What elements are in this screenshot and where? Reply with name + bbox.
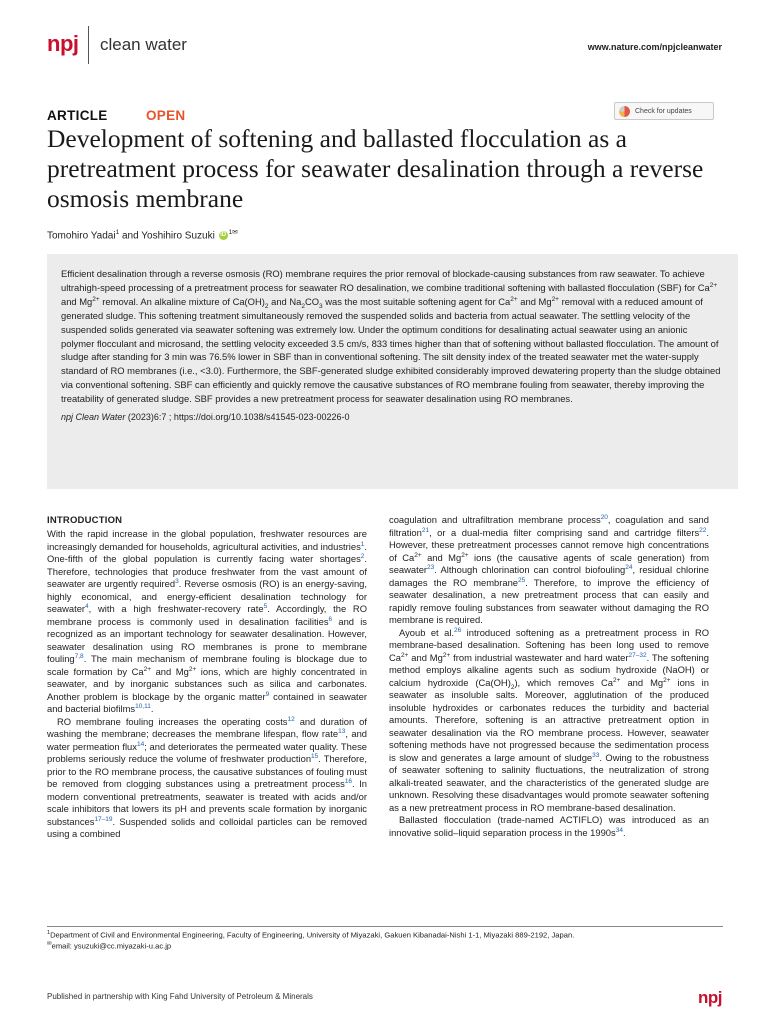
reference-link[interactable]: 20 <box>600 513 608 521</box>
body-paragraph: RO membrane fouling increases the operating costs$^{12}$ and duration of washing the membrane; decreases the membrane lifespan, flow rate$^{13}$, and water permeation flux$^{14}$; and deteriorates the permeated water quality. These problems seriously reduce the volume of freshwater production$^{15}$. Therefore, prior to the RO membrane process, the causative substances of fouling must be removed from clogging substances using a pretreatment process$^{16}$. In modern conventional pretreatments, seawater is treated with acids and/or scale inhibitors that lowers its pH and prevents scale formation by inorganic substances$^{17-19}$. Suspended solids and colloidal particles can be removed using a combined <box>47 715 368 839</box>
reference-link[interactable]: 14 <box>136 740 145 748</box>
article-title: Development of softening and ballasted flocculation as a pretreatment process for seawater desalination through a reverse osmosis membrane <box>47 124 704 213</box>
reference-link[interactable]: 22 <box>699 526 707 534</box>
reference-link[interactable]: 6 <box>328 615 333 623</box>
reference-link[interactable]: 3 <box>175 577 179 585</box>
reference-link[interactable]: 1 <box>360 540 365 548</box>
reference-link[interactable]: 27–32 <box>628 651 647 659</box>
author-name-link[interactable]: Yoshihiro Suzuki <box>141 230 215 242</box>
reference-link[interactable]: 15 <box>311 752 319 760</box>
body-column-right <box>389 514 709 839</box>
orcid-icon[interactable]: iD <box>220 232 227 239</box>
reference-link[interactable]: 12 <box>287 715 295 723</box>
journal-name[interactable]: clean water <box>100 35 187 54</box>
reference-link[interactable]: 24 <box>625 563 633 571</box>
affiliation-footnote: $^1$Department of Civil and Environmental Engineering, Faculty of Engineering, University of Miyazaki, Gakuen Kibanadai-Nishi 1-1, Miyazaki 889-2192, Japan. <box>47 930 575 940</box>
corresponding-email-link[interactable]: email: ysuzuki@cc.miyazaki-u.ac.jp <box>51 941 172 951</box>
reference-link[interactable]: 17–19 <box>94 815 113 823</box>
reference-link[interactable]: 7,8 <box>74 652 84 660</box>
abstract-box <box>47 254 738 489</box>
body-paragraph: With the rapid increase in the global population, freshwater resources are increasingly demanded for households, agricultural activities, and industries$^1$. One-fifth of the global population is currently facing water shortages$^2$. Therefore, technologies that produce freshwater from the vast amount of seawater are urgently required$^3$. Reverse osmosis (RO) is an energy-saving, highly economical, and energy-efficient desalination technology for seawater$^4$, with a high freshwater-recovery rate$^5$. Accordingly, the RO membrane process is commonly used in desalination facilities$^6$ and is recognized as an important technology for seawater desalination. However, seawater desalination using RO membranes is prone to membrane fouling$^{7,8}$. The main mechanism of membrane fouling is blockage due to scale formation by $Ca^{2+}$ and $Mg^{2+}$ ions, which are highly concentrated in seawater, and by inorganic substances such as silica and carbonates. Another problem is blockage by the organic matter$^9$ contained in seawater and bacterial biofilms$^{10,11}$. <box>47 528 367 714</box>
reference-link[interactable]: 34 <box>615 826 623 834</box>
reference-link[interactable]: 10,11 <box>135 702 151 710</box>
author-name-link[interactable]: Tomohiro Yadai <box>47 230 116 242</box>
npj-footer-logo: npj <box>698 988 722 1007</box>
crossmark-icon <box>619 106 630 117</box>
section-heading-introduction: INTRODUCTION <box>47 515 123 526</box>
author-list <box>47 228 238 241</box>
article-type-label: ARTICLE <box>47 108 108 123</box>
reference-link[interactable]: 26 <box>454 626 462 634</box>
footnote-divider <box>47 926 723 927</box>
author-affiliation-mark[interactable]: 1✉ <box>228 229 238 236</box>
citation-journal: npj Clean Water <box>61 412 126 423</box>
body-paragraph: coagulation and ultrafiltration membrane process$^{20}$, coagulation and sand filtration$^{21}$, or a dual-media filter comprising sand and cartridge filters$^{22}$. However, these pretreatment processes cannot remove high concentrations of $Ca^{2+}$ and $Mg^{2+}$ ions (the causative agents of scale generation) from seawater$^{23}$. Although chlorination can control biofouling$^{24}$, residual chlorine damages the RO membrane$^{25}$. Therefore, to improve the efficiency of seawater desalination, a new pretreatment process that can easily and rapidly remove fouling substances from seawater without damaging the RO membrane is required. <box>389 513 710 625</box>
body-paragraph: Ayoub et al.$^{26}$ introduced softening as a pretreatment process in RO membrane-based desalination. Softening has been long used to remove $Ca^{2+}$ and $Mg^{2+}$ from industrial wastewater and hard water$^{27-32}$. The softening method employs alkaline agents such as sodium hydroxide (NaOH) or calcium hydroxide $(Ca(OH)_2)$, which removes $Ca^{2+}$ and $Mg^{2+}$ ions in seawater as insoluble salts. Moreover, agglutination of the produced insoluble hydroxides or carbonates reduces the turbidity and bacterial amounts. Therefore, softening is an attractive pretreatment option in seawater desalination via the RO membrane process. However, seawater softening methods have not progressed because the sedimentation process is slow and generates a large amount of sludge$^{33}$. Owing to the robustness of seawater softening to salinity fluctuations, the neutralization of strong alkali-treated seawater, and the characteristics of the generated sludge are unknown. Resolving these disadvantages would promote seawater softening as a new pretreatment process in RO membrane-based desalination. <box>389 626 710 813</box>
reference-link[interactable]: 21 <box>421 526 430 534</box>
reference-link[interactable]: 23 <box>427 563 435 571</box>
journal-url-link[interactable]: www.nature.com/npjcleanwater <box>587 42 722 52</box>
body-column-left <box>47 514 367 841</box>
reference-link[interactable]: 9 <box>265 690 270 698</box>
reference-link[interactable]: 5 <box>263 602 268 610</box>
journal-header <box>0 0 768 72</box>
envelope-icon: ✉ <box>47 941 52 947</box>
reference-link[interactable]: 4 <box>85 602 89 610</box>
reference-link[interactable]: 16 <box>344 777 353 785</box>
check-for-updates-button[interactable] <box>614 102 714 120</box>
citation-line <box>61 412 723 422</box>
abstract-text: Efficient desalination through a reverse osmosis (RO) membrane requires the prior removal of blockade-causing substances from raw seawater. To achieve ultrahigh-speed processing of a pretreatment process for seawater RO desalination, we combine traditional softening with ballasted flocculation (SBF) for $Ca^{2+}$ and $Mg^{2+}$ removal. An alkaline mixture of $Ca(OH)_2$ and $Na_2CO_3$ was the most suitable softening agent for $Ca^{2+}$ and $Mg^{2+}$ removal with a reduced amount of generated sludge. This softening treatment simultaneously removed the suspended solids and bacteria from actual seawater. The settling velocity of the suspended solids generated via seawater softening was extremely low. Under the optimum conditions for desalinating actual seawater using an anionic polymer flocculant and microsand, the settling velocity exceeded 3.5 cm/s, 833 times higher than that of softening without ballasted flocculation. The amount of sludge after standing for 3 min was 76.5% lower in SBF than in conventional softening. The silt density index of the treated seawater met the water-supply standard of RO membranes (i.e., <3.0). Furthermore, the SBF-generated sludge exhibited considerably improved dewatering property than the sludge obtained via conventional softening. SBF can efficiently and quickly remove the causative substances of RO membrane fouling from seawater, thereby improving the treatability of generated sludge. SBF provides a new pretreatment process for seawater desalination using RO membranes. <box>61 268 721 405</box>
npj-logo[interactable]: npj <box>47 31 79 56</box>
open-access-label: OPEN <box>146 108 186 123</box>
citation-doi-link[interactable]: (2023)6:7 ; https://doi.org/10.1038/s41545-023-00226-0 <box>125 412 350 423</box>
reference-link[interactable]: 13 <box>338 727 346 735</box>
author-separator: and <box>119 230 142 242</box>
logo-divider <box>88 26 89 64</box>
email-footnote <box>47 941 727 951</box>
check-for-updates-label: Check for updates <box>635 107 692 115</box>
reference-link[interactable]: 25 <box>518 576 526 584</box>
author-affiliation-mark[interactable]: 1 <box>115 229 120 236</box>
body-paragraph: Ballasted flocculation (trade-named ACTIFLO) was introduced as an innovative solid–liquid separation process in the 1990s$^{34}$. <box>389 814 709 838</box>
publisher-note: Published in partnership with King Fahd University of Petroleum & Minerals <box>47 992 313 1001</box>
reference-link[interactable]: 2 <box>360 552 365 560</box>
reference-link[interactable]: 33 <box>592 751 600 759</box>
